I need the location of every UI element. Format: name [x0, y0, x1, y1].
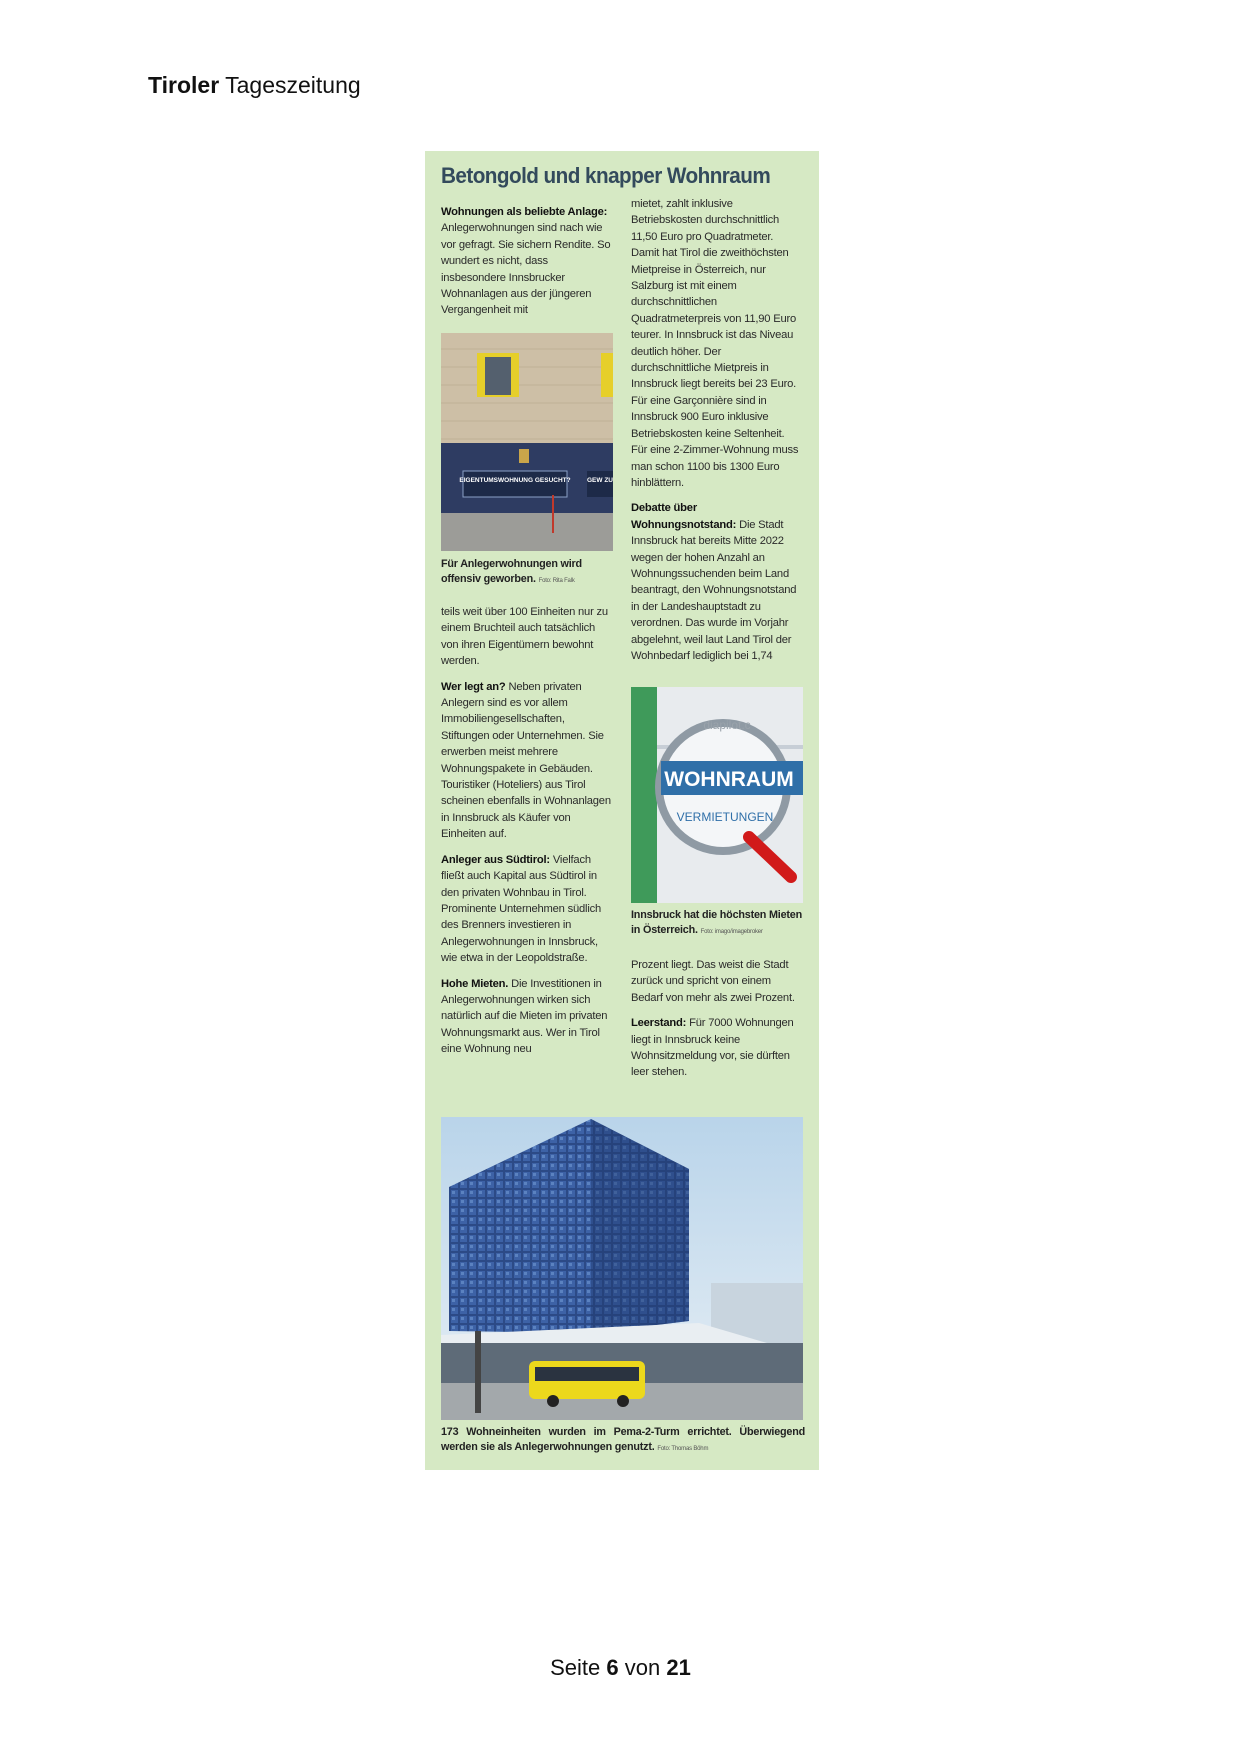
paragraph: [441, 204, 611, 319]
caption-photo-1-credit: Foto: Rita Falk: [538, 578, 575, 584]
footer-prefix: Seite: [550, 1655, 601, 1680]
column-1-top: [441, 204, 611, 328]
column-2-top: [631, 196, 803, 673]
paragraph-text: Die Stadt Innsbruck hat bereits Mitte 2022 wegen der hohen Anzahl an Wohnungssuchenden beim Land beantragt, den Wohnungsnotstand in der Landeshauptstadt zu verordnen. Das wurde im Vorjahr abgelehnt, weil laut Land Tirol der Wohnbedarf lediglich bei 1,74: [631, 518, 797, 662]
paragraph: [631, 957, 803, 1006]
footer-total-pages: 21: [666, 1655, 691, 1680]
caption-photo-2-text: Innsbruck hat die höchsten Mieten in Österreich.: [631, 909, 802, 936]
paragraph-lead: Debatte über Wohnungsnotstand:: [631, 502, 737, 531]
photo-pema-tower: [441, 1117, 803, 1420]
magnifier-word-sub: VERMIETUNGEN: [676, 810, 774, 824]
paragraph-text: teils weit über 100 Einheiten nur zu einem Bruchteil auch tatsächlich von ihren Eigentümern bewohnt werden.: [441, 606, 608, 668]
caption-photo-2: [631, 908, 805, 940]
article-box: [425, 151, 819, 1470]
newspaper-masthead: [148, 72, 361, 99]
paragraph: [441, 852, 611, 967]
magnifier-word-top: diapilot.c: [703, 718, 751, 732]
footer-page-number: 6: [606, 1655, 619, 1680]
masthead-brand-bold: Tiroler: [148, 72, 220, 98]
article-headline: Betongold und knapper Wohnraum: [441, 163, 771, 188]
caption-photo-3-text: 173 Wohneinheiten wurden im Pema-2-Turm errichtet. Überwiegend werden sie als Anlegerwohnungen genutzt.: [441, 1426, 805, 1453]
banner-sign-left: EIGENTUMSWOHNUNG GESUCHT?: [459, 477, 571, 484]
paragraph-lead: Leerstand:: [631, 1017, 687, 1030]
paragraph-text: Die Investitionen in Anlegerwohnungen wirken sich natürlich auf die Mieten im privaten Wohnungsmarkt aus. Wer in Tirol eine Wohnung neu: [441, 977, 608, 1056]
caption-photo-1-text: Für Anlegerwohnungen wird offensiv geworben.: [441, 558, 582, 585]
paragraph: [631, 196, 803, 491]
paragraph-text: Prozent liegt. Das weist die Stadt zurück und spricht von einem Bedarf von mehr als zwei Prozent.: [631, 959, 795, 1004]
caption-photo-3: [441, 1425, 805, 1457]
column-1-bottom: [441, 604, 611, 1067]
caption-photo-2-credit: Foto: imago/imagebroker: [700, 929, 763, 935]
paragraph-text: Vielfach fließt auch Kapital aus Südtirol in den privaten Wohnbau in Tirol. Prominente Unternehmen südlich des Brenners investieren in Anlegerwohnungen in Innsbruck, wie etwa in der Leopoldstraße.: [441, 853, 602, 965]
paragraph-lead: Hohe Mieten.: [441, 977, 509, 990]
banner-sign-right: GEW ZU: [587, 477, 613, 484]
paragraph: [631, 1015, 803, 1081]
column-2-bottom: [631, 957, 803, 1090]
paragraph-lead: Wer legt an?: [441, 680, 506, 693]
paragraph-text: Neben privaten Anlegern sind es vor allem Immobiliengesellschaften, Stiftungen oder Unternehmen. Sie erwerben meist mehrere Wohnungspakete in Gebäuden. Touristiker (Hoteliers) aus Tirol scheinen ebenfalls in Wohnanlagen in Innsbruck als Käufer von Einheiten auf.: [441, 680, 611, 841]
paragraph: [441, 679, 611, 843]
caption-photo-3-credit: Foto: Thomas Böhm: [657, 1446, 709, 1452]
masthead-brand-rest: Tageszeitung: [225, 72, 361, 98]
paragraph: [441, 604, 611, 670]
page-footer: [0, 1655, 1241, 1681]
footer-mid: von: [624, 1655, 661, 1680]
photo-magnifier-wohnraum: [631, 687, 803, 903]
paragraph: [441, 976, 611, 1058]
paragraph-text: Für 7000 Wohnungen liegt in Innsbruck keine Wohnsitzmeldung vor, sie dürften leer stehen.: [631, 1017, 794, 1079]
paragraph-text: mietet, zahlt inklusive Betriebskosten durchschnittlich 11,50 Euro pro Quadratmeter. Damit hat Tirol die zweithöchsten Mietpreise in Österreich, nur Salzburg ist mit einem durchschnittlichen Quadratmeterpreis von 11,90 Euro teurer. In Innsbruck ist das Niveau deutlich höher. Der durchschnittliche Mietpreis in Innsbruck liegt bereits bei 23 Euro. Für eine Garçonnière sind in Innsbruck 900 Euro inklusive Betriebskosten keine Seltenheit. Für eine 2-Zimmer-Wohnung muss man schon 1100 bis 1300 Euro hinblättern.: [631, 198, 799, 489]
paragraph-text: Anlegerwohnungen sind nach wie vor gefragt. Sie sichern Rendite. So wundert es nicht, dass insbesondere Innsbrucker Wohnanlagen aus der jüngeren Vergangenheit mit: [441, 222, 611, 317]
caption-photo-1: [441, 557, 615, 589]
paragraph-lead: Wohnungen als beliebte Anlage:: [441, 206, 608, 218]
photo-advertising-banner: [441, 333, 613, 551]
paragraph-lead: Anleger aus Südtirol:: [441, 853, 550, 866]
magnifier-word-main: WOHNRAUM: [664, 768, 794, 791]
paragraph: [631, 500, 803, 664]
